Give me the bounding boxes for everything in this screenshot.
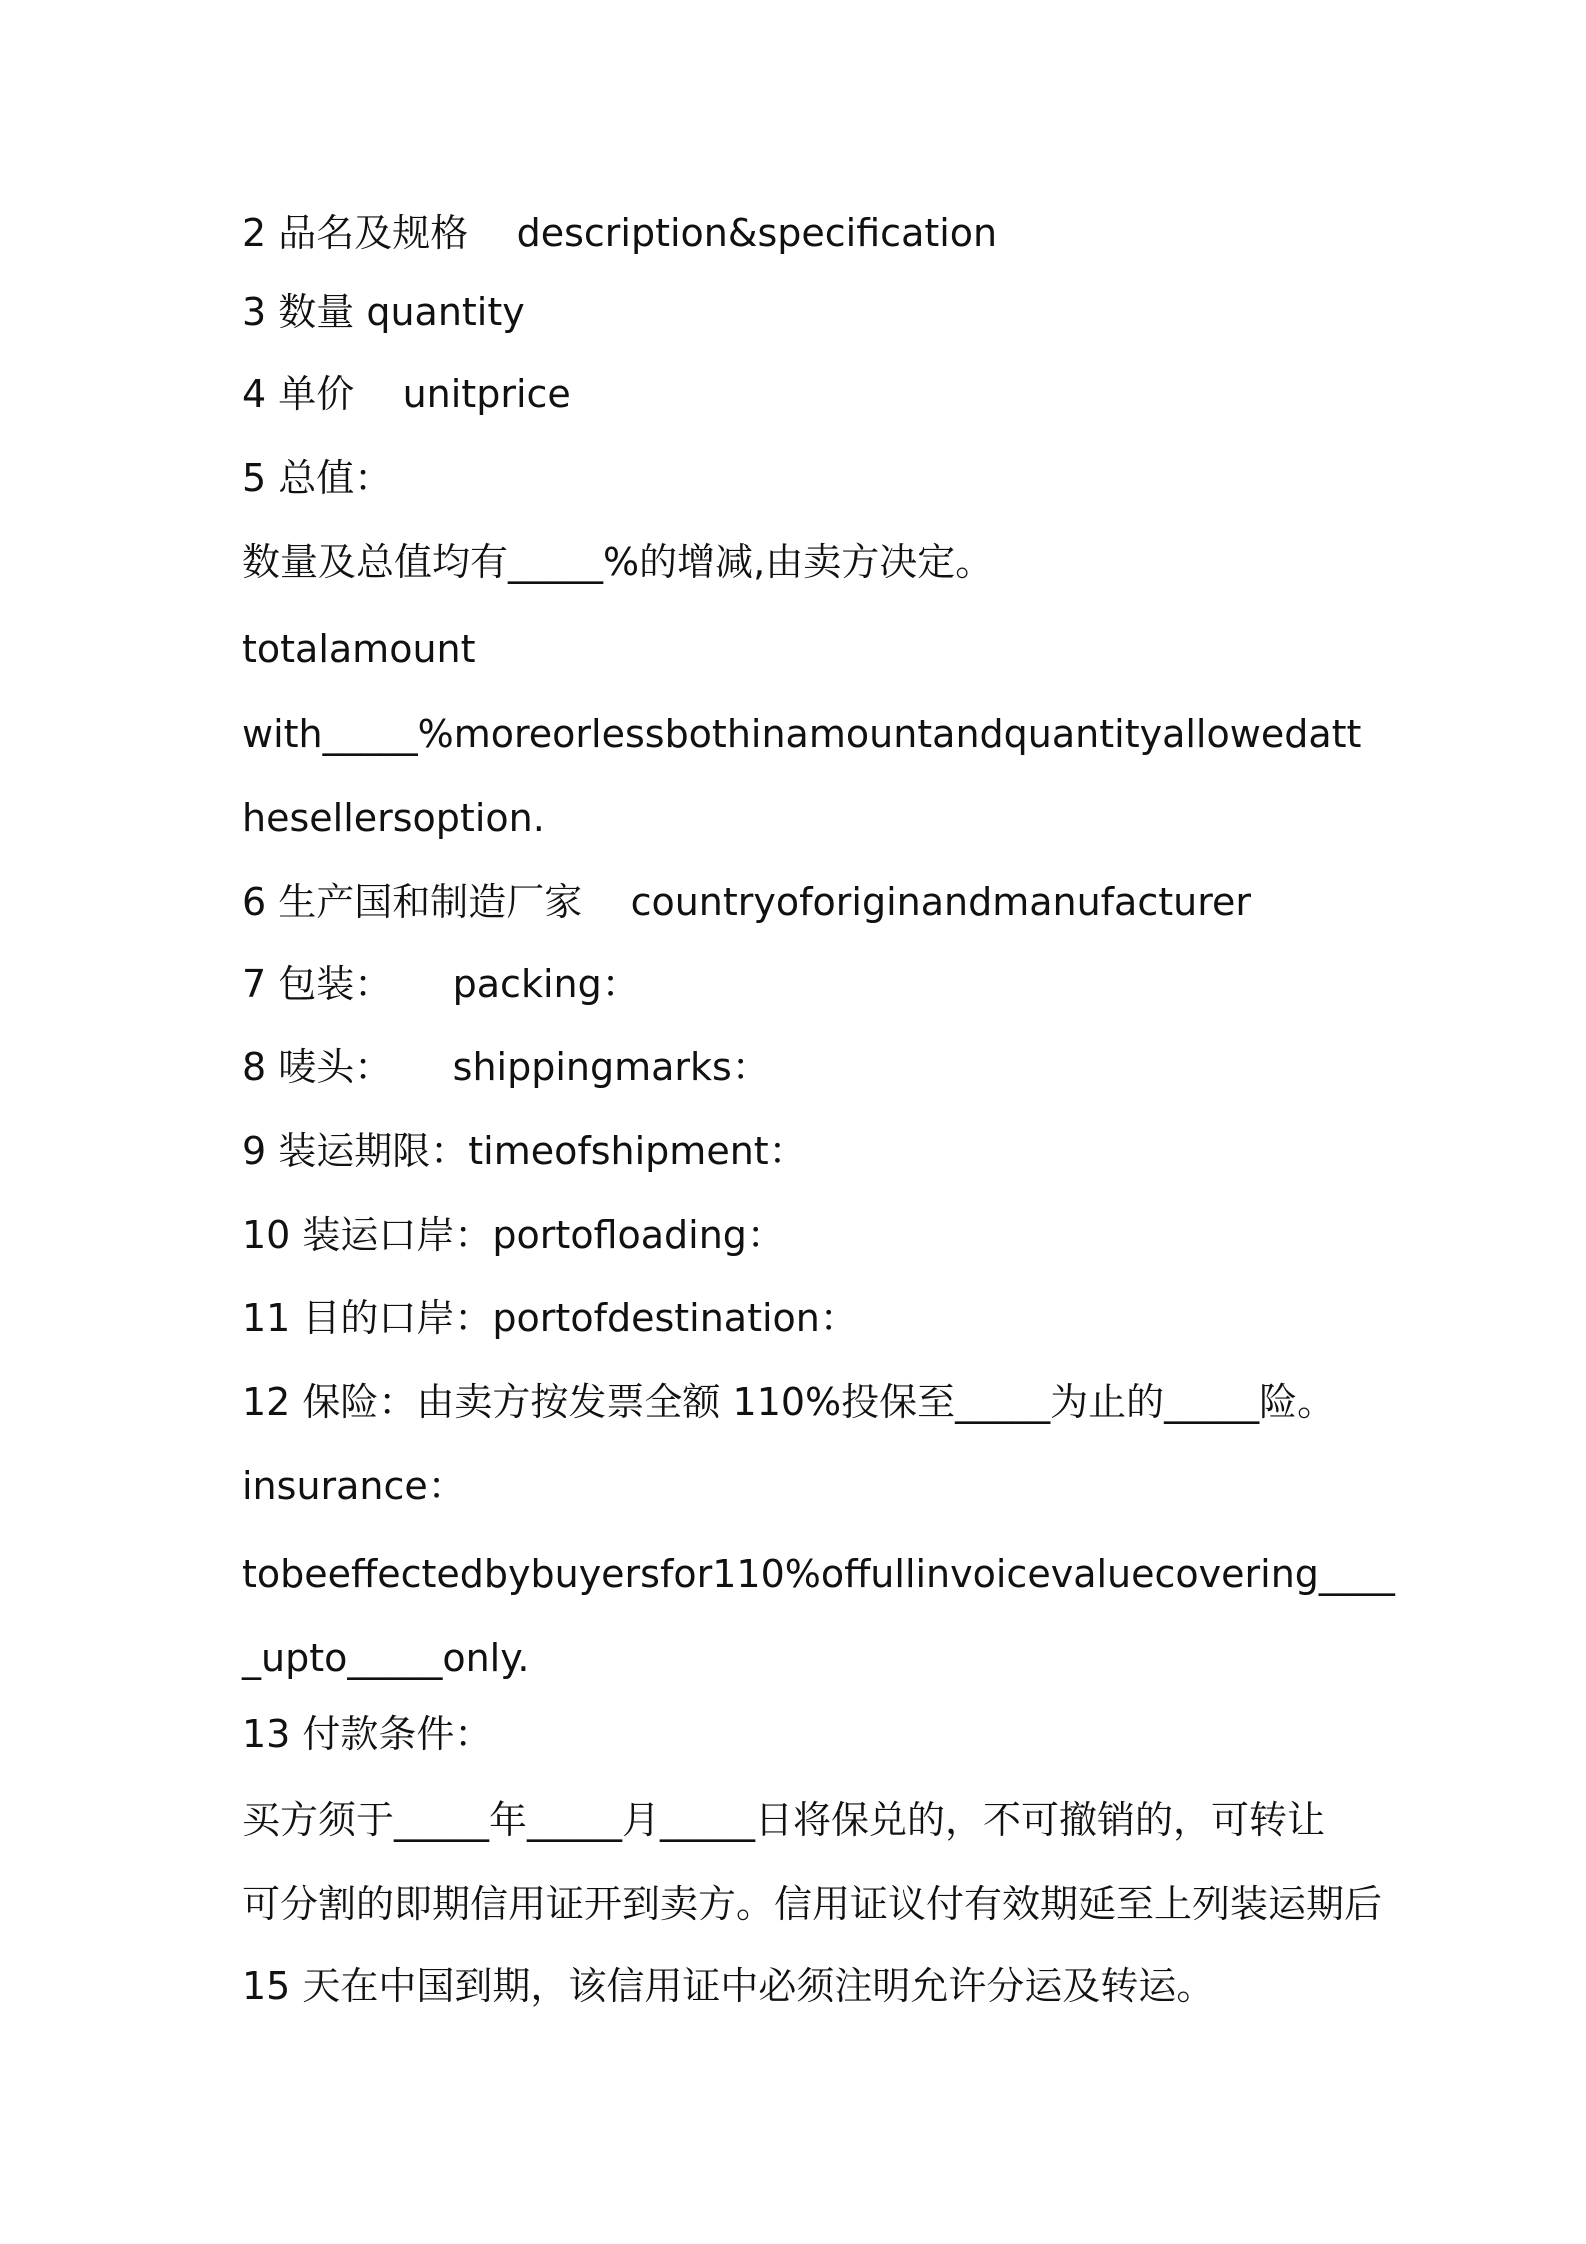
clause-8-shipping-marks: 8 唛头： shippingmarks：: [242, 1045, 770, 1089]
clause-4-unit-price: 4 单价 unitprice: [242, 372, 571, 416]
clause-13-text-2: 可分割的即期信用证开到卖方。信用证议付有效期延至上列装运期后: [242, 1882, 1383, 1926]
clause-5-text-en-3: hesellersoption.: [242, 796, 545, 840]
clause-5-text-en-2: with_____%moreorlessbothinamountandquantityallowedatt: [242, 712, 1362, 756]
clause-7-packing: 7 包装： packing：: [242, 962, 640, 1006]
clause-5-total-amount: 5 总值：: [242, 456, 393, 500]
clause-12-insurance-en-2: _upto_____only.: [242, 1636, 530, 1680]
clause-5-text-en-1: totalamount: [242, 627, 476, 671]
clause-12-insurance-en-1: tobeeffectedbybuyersfor110%offullinvoicevaluecovering____: [242, 1552, 1395, 1596]
clause-12-insurance-label: insurance：: [242, 1464, 466, 1508]
clause-13-text-3: 15 天在中国到期，该信用证中必须注明允许分运及转运。: [242, 1964, 1215, 2008]
clause-10-port-of-loading: 10 装运口岸：portofloading：: [242, 1213, 785, 1257]
clause-2-description: 2 品名及规格 description&specification: [242, 211, 998, 255]
clause-13-payment: 13 付款条件：: [242, 1712, 493, 1756]
clause-9-time-of-shipment: 9 装运期限：timeofshipment：: [242, 1129, 807, 1173]
clause-11-port-of-destination: 11 目的口岸：portofdestination：: [242, 1296, 858, 1340]
clause-5-text-cn: 数量及总值均有_____%的增减,由卖方决定。: [242, 540, 994, 584]
clause-3-quantity: 3 数量 quantity: [242, 290, 525, 334]
clause-13-text-1: 买方须于_____年_____月_____日将保兑的，不可撤销的，可转让: [242, 1798, 1326, 1842]
clause-12-insurance-cn: 12 保险：由卖方按发票全额 110%投保至_____为止的_____险。: [242, 1380, 1336, 1424]
clause-6-origin: 6 生产国和制造厂家 countryoforiginandmanufacturer: [242, 880, 1252, 924]
